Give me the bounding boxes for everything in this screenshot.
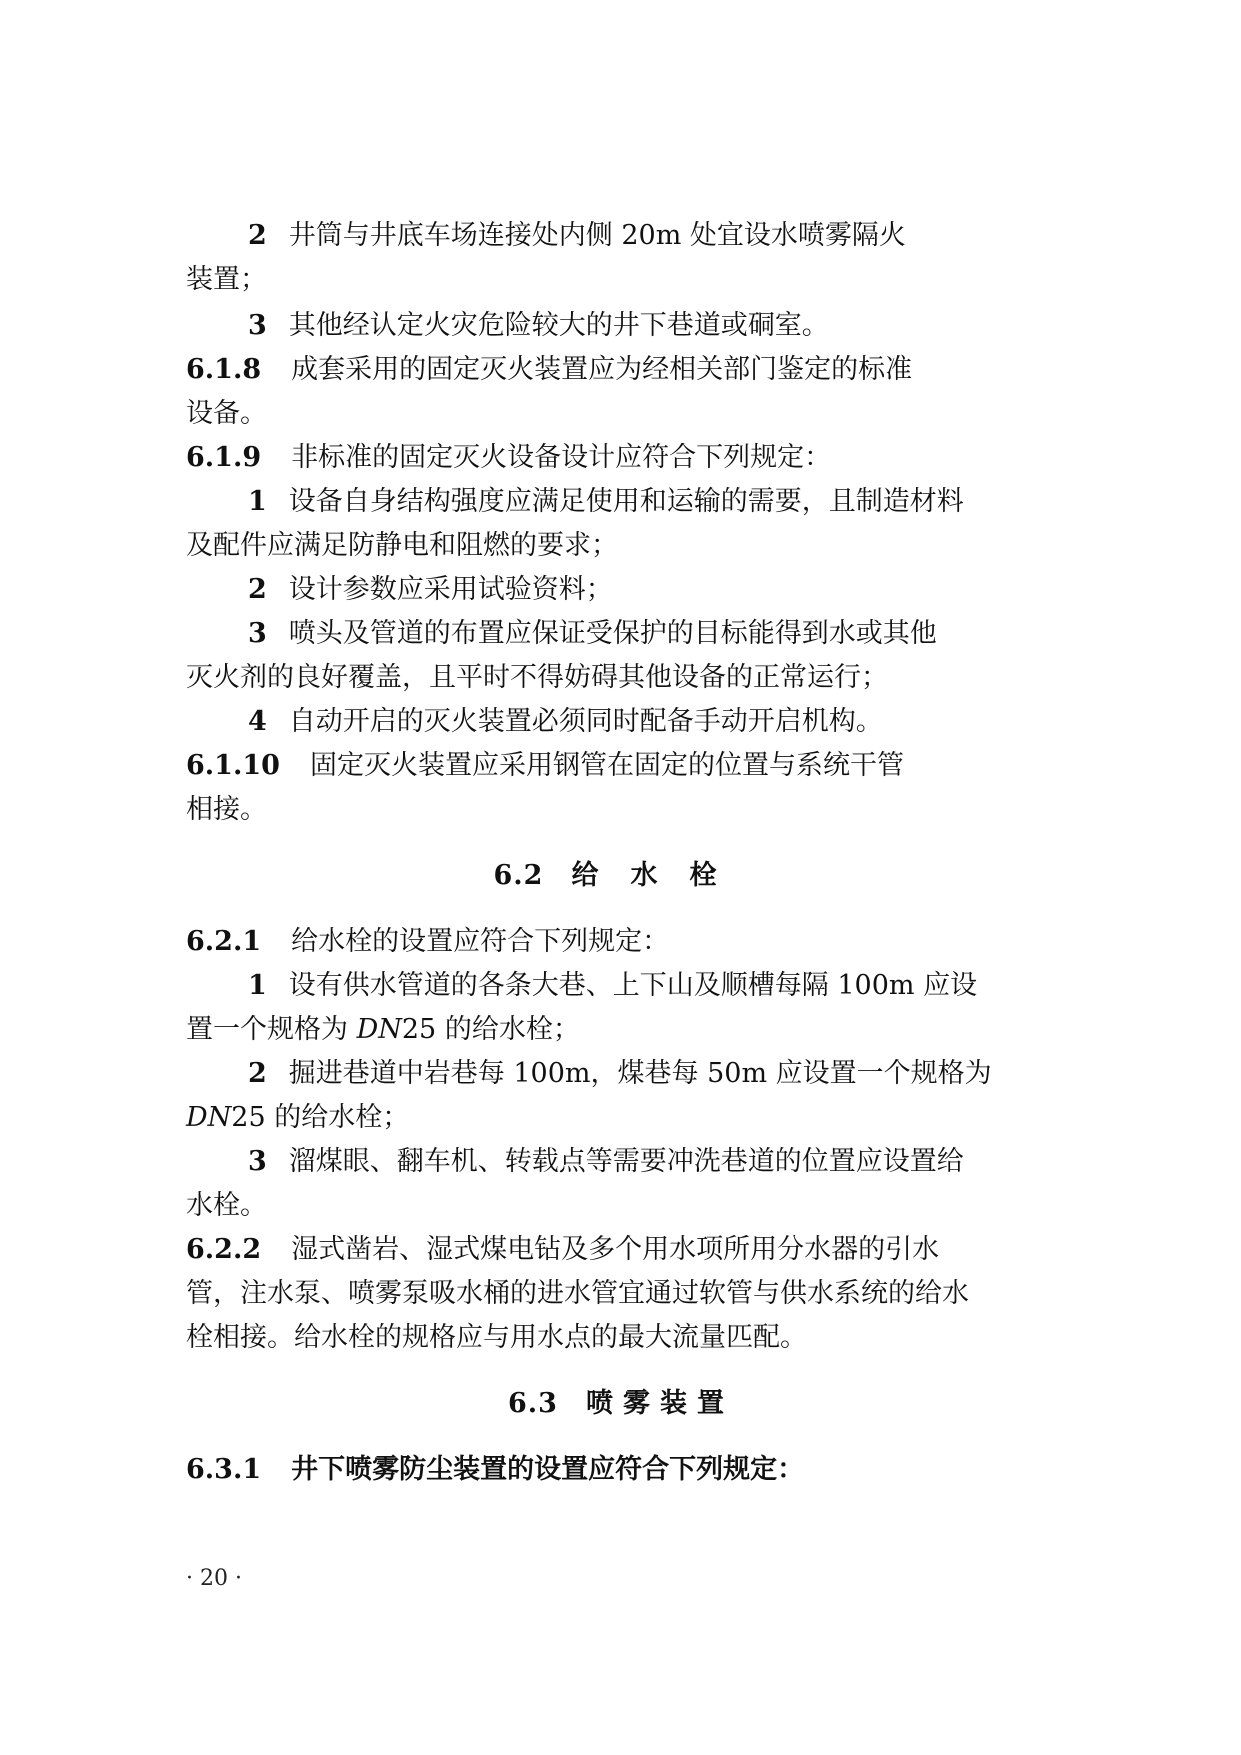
item-number: 2 bbox=[248, 1058, 267, 1089]
clause-number: 6.1.9 bbox=[186, 442, 262, 473]
clause-6-3-1 bbox=[186, 1448, 1056, 1492]
paragraph-text: 自动开启的灭火装置必须同时配备手动开启机构。 bbox=[288, 706, 883, 737]
paragraph-text: 25 的给水栓； bbox=[231, 1102, 410, 1133]
paragraph-text: 喷头及管道的布置应保证受保护的目标能得到水或其他 bbox=[288, 618, 937, 649]
clause-6-2-2 bbox=[186, 1228, 1056, 1272]
paragraph-text: 井下喷雾防尘装置的设置应符合下列规定： bbox=[291, 1454, 805, 1485]
item-number: 1 bbox=[248, 486, 267, 517]
paragraph-text: 设有供水管道的各条大巷、上下山及顺槽每隔 100m 应设 bbox=[288, 970, 978, 1001]
paragraph-text: 非标准的固定灭火设备设计应符合下列规定： bbox=[291, 442, 832, 473]
item-1-line bbox=[186, 964, 1056, 1008]
item-number: 4 bbox=[248, 706, 267, 737]
paragraph-text: 灭火剂的良好覆盖，且平时不得妨碍其他设备的正常运行； bbox=[186, 662, 888, 693]
paragraph-text: 成套采用的固定灭火装置应为经相关部门鉴定的标准 bbox=[291, 354, 913, 385]
item-number: 3 bbox=[248, 310, 267, 341]
clause-6-2-2-cont bbox=[186, 1272, 1056, 1316]
clause-6-1-8-cont bbox=[186, 392, 1056, 436]
item-4-line bbox=[186, 700, 1056, 744]
section-title: 喷雾装置 bbox=[585, 1388, 734, 1419]
item-2-line bbox=[186, 1052, 1056, 1096]
item-1-cont bbox=[186, 1008, 1056, 1052]
item-2-line bbox=[186, 568, 1056, 612]
item-3-cont bbox=[186, 656, 1056, 700]
paragraph-text: 设计参数应采用试验资料； bbox=[288, 574, 613, 605]
item-2-line bbox=[186, 214, 1056, 258]
page-number: · 20 · bbox=[186, 1566, 242, 1591]
section-heading-6-2 bbox=[186, 854, 1056, 898]
section-number: 6.3 bbox=[508, 1388, 558, 1419]
document-page bbox=[186, 214, 1056, 1492]
item-number: 2 bbox=[248, 574, 267, 605]
item-number: 2 bbox=[248, 220, 267, 251]
clause-number: 6.3.1 bbox=[186, 1454, 262, 1485]
item-3-line bbox=[186, 1140, 1056, 1184]
clause-number: 6.2.2 bbox=[186, 1234, 262, 1265]
paragraph-text: 给水栓的设置应符合下列规定： bbox=[291, 926, 670, 957]
paragraph-text: 相接。 bbox=[186, 794, 267, 825]
clause-6-1-10-cont bbox=[186, 788, 1056, 832]
paragraph-text: 水栓。 bbox=[186, 1190, 267, 1221]
clause-6-1-9 bbox=[186, 436, 1056, 480]
item-number: 1 bbox=[248, 970, 267, 1001]
paragraph-text: 置一个规格为 bbox=[186, 1014, 357, 1045]
item-3-line bbox=[186, 304, 1056, 348]
clause-6-1-10 bbox=[186, 744, 1056, 788]
item-3-cont bbox=[186, 1184, 1056, 1228]
dn-symbol: DN bbox=[356, 1014, 402, 1045]
paragraph-text: 固定灭火装置应采用钢管在固定的位置与系统干管 bbox=[309, 750, 904, 781]
item-2-cont bbox=[186, 1096, 1056, 1140]
paragraph-text: 设备自身结构强度应满足使用和运输的需要，且制造材料 bbox=[288, 486, 964, 517]
clause-number: 6.1.8 bbox=[186, 354, 262, 385]
item-number: 3 bbox=[248, 1146, 267, 1177]
paragraph-text: 装置； bbox=[186, 264, 267, 295]
paragraph-text: 掘进巷道中岩巷每 100m，煤巷每 50m 应设置一个规格为 bbox=[288, 1058, 992, 1089]
section-heading-6-3 bbox=[186, 1382, 1056, 1426]
dn-symbol: DN bbox=[186, 1102, 232, 1133]
section-title: 给水栓 bbox=[571, 860, 749, 891]
item-1-cont bbox=[186, 524, 1056, 568]
paragraph-text: 井筒与井底车场连接处内侧 20m 处宜设水喷雾隔火 bbox=[288, 220, 906, 251]
paragraph-text: 栓相接。给水栓的规格应与用水点的最大流量匹配。 bbox=[186, 1322, 807, 1353]
clause-number: 6.2.1 bbox=[186, 926, 262, 957]
paragraph-text: 其他经认定火灾危险较大的井下巷道或硐室。 bbox=[288, 310, 829, 341]
clause-6-1-8 bbox=[186, 348, 1056, 392]
paragraph-text: 管，注水泵、喷雾泵吸水桶的进水管宜通过软管与供水系统的给水 bbox=[186, 1278, 969, 1309]
clause-6-2-2-cont bbox=[186, 1316, 1056, 1360]
clause-number: 6.1.10 bbox=[186, 750, 280, 781]
clause-6-2-1 bbox=[186, 920, 1056, 964]
paragraph-text: 及配件应满足防静电和阻燃的要求； bbox=[186, 530, 618, 561]
paragraph-text: 25 的给水栓； bbox=[401, 1014, 580, 1045]
paragraph-text: 溜煤眼、翻车机、转载点等需要冲洗巷道的位置应设置给 bbox=[288, 1146, 964, 1177]
item-2-cont bbox=[186, 258, 1056, 302]
item-number: 3 bbox=[248, 618, 267, 649]
item-3-line bbox=[186, 612, 1056, 656]
item-1-line bbox=[186, 480, 1056, 524]
paragraph-text: 设备。 bbox=[186, 398, 267, 429]
paragraph-text: 湿式凿岩、湿式煤电钻及多个用水项所用分水器的引水 bbox=[291, 1234, 940, 1265]
section-number: 6.2 bbox=[493, 860, 544, 891]
